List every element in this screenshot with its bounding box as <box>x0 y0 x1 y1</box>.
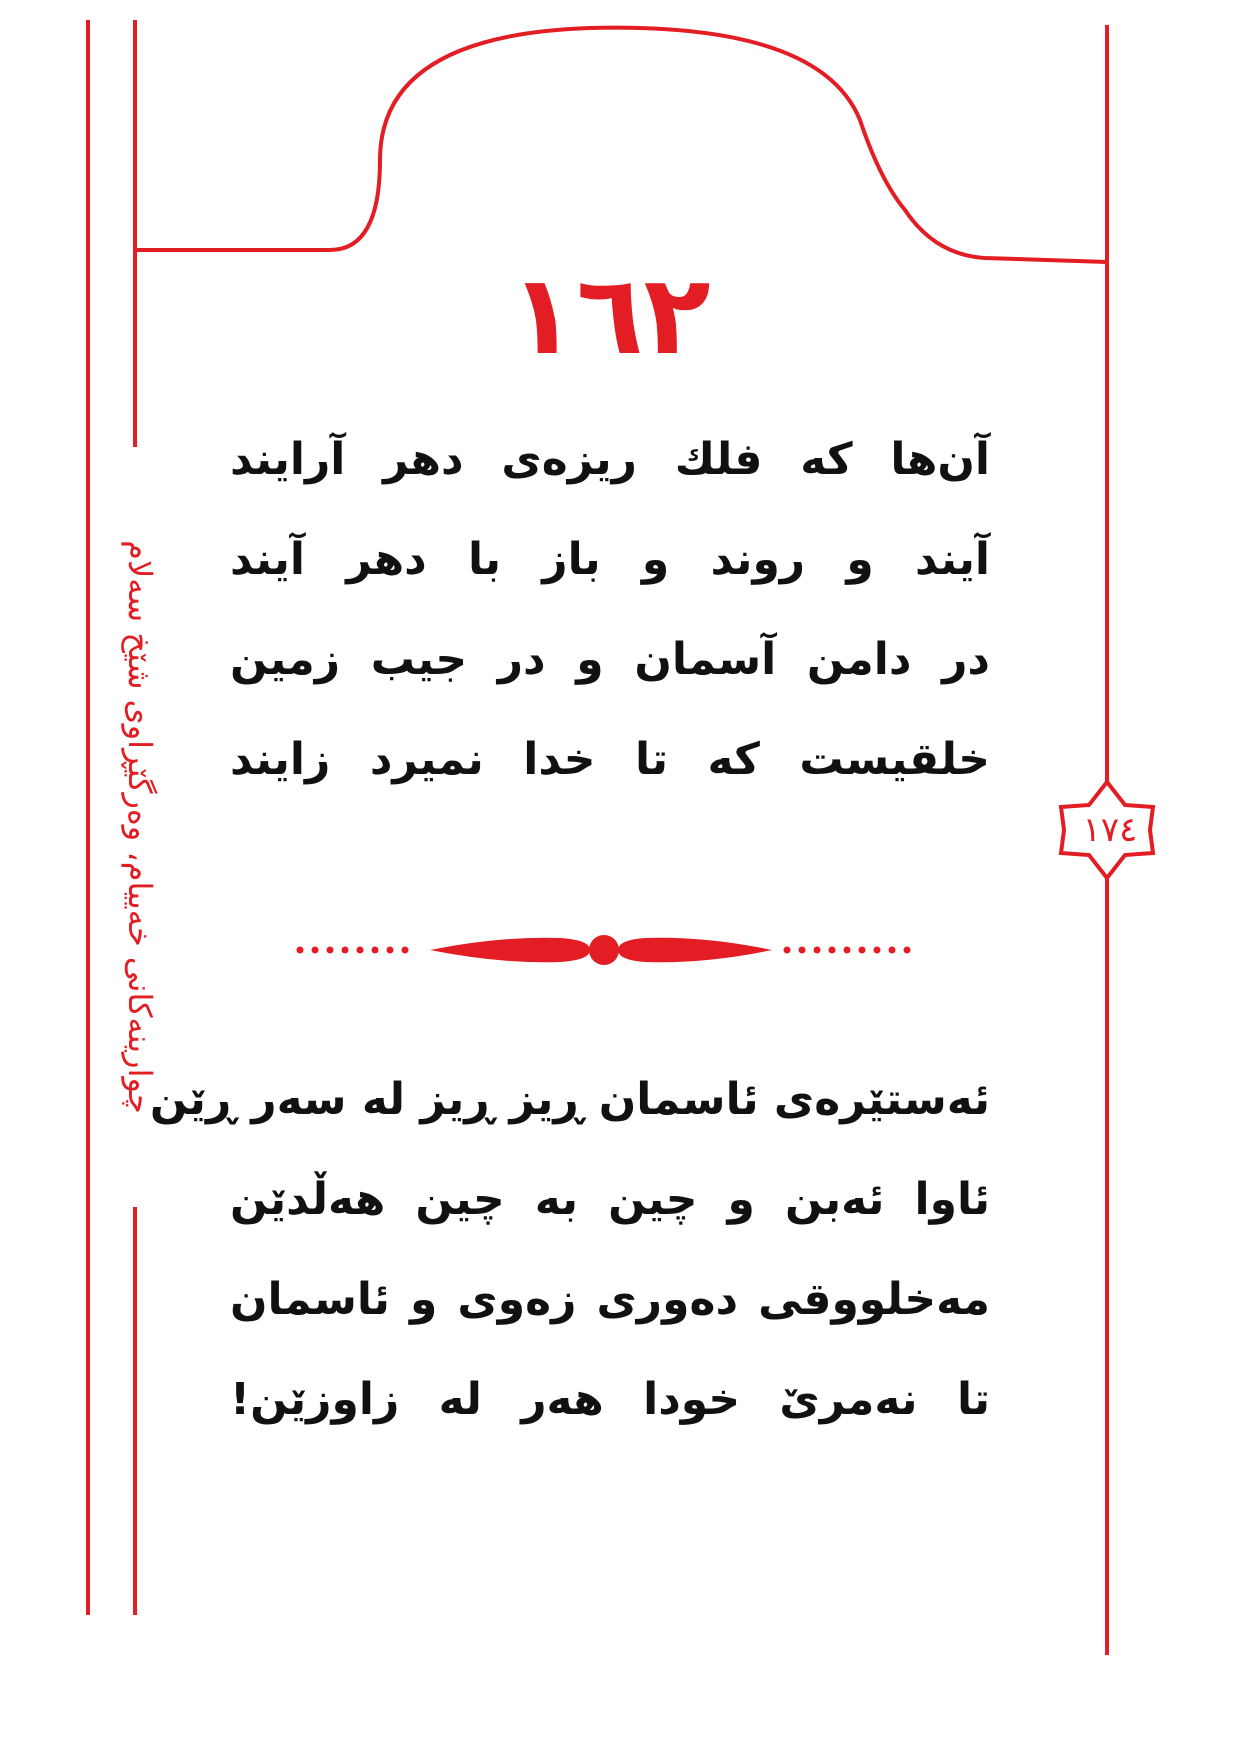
persian-verse-line: در دامن آسمان و در جیب زمین <box>230 634 990 685</box>
ornament-divider <box>297 935 911 965</box>
kurdish-verse-line: تا نەمرێ خودا هەر لە زاوزێن! <box>230 1374 990 1425</box>
book-side-title: چوارینەکانی خەییام، وەرگێڕاوی شێخ سەلام <box>120 447 160 1207</box>
persian-quatrain <box>230 410 990 810</box>
persian-verse-line: خلقیست که تا خدا نمیرد زایند <box>230 734 990 785</box>
kurdish-verse-line: مەخلووقی دەوری زەوی و ئاسمان <box>230 1274 990 1325</box>
page-number: ١٧٤ <box>1082 810 1138 850</box>
persian-verse-line: آن‌ها که فلك ریزه‌ی دهر آرایند <box>230 434 990 485</box>
kurdish-verse-line: ئەستێرەی ئاسمان ڕیز ڕیز لە سەر ڕێن <box>149 1074 990 1125</box>
kurdish-verse-line: ئاوا ئەبن و چین بە چین هەڵدێن <box>230 1174 990 1225</box>
poem-number: ١٦٢ <box>509 251 711 379</box>
header-arch <box>135 28 1107 262</box>
persian-verse-line: آیند و روند و باز با دهر آیند <box>230 534 990 585</box>
kurdish-quatrain <box>149 1050 990 1450</box>
